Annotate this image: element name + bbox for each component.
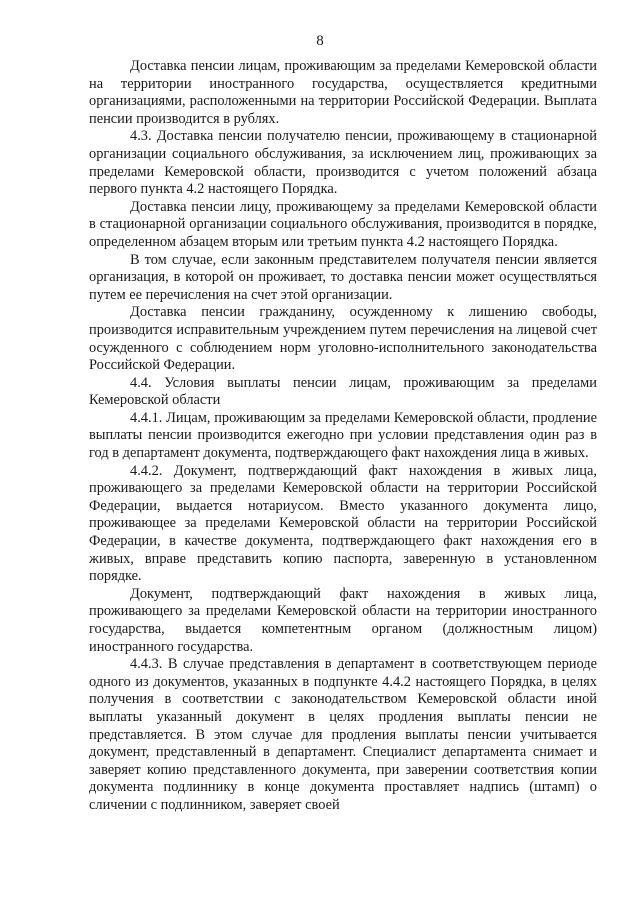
page-number: 8: [316, 33, 324, 49]
paragraph-4-4-2: 4.4.2. Документ, подтверждающий факт нахождения в живых лица, проживающего за пределами Кемеровской области на территории Российской Федерации, выдается нотариусом. Вместо указанного документа лицо, проживающее за пределами Кемеровской области на территории Российской Федерации, в качестве документа, подтверждающего факт нахождения его в живых, вправе представить копию паспорта, заверенную в установленном порядке.: [89, 462, 597, 585]
document-body: [89, 58, 597, 815]
paragraph-4-3: 4.3. Доставка пенсии получателю пенсии, проживающему в стационарной организации социального обслуживания, за исключением лиц, проживающих за пределами Кемеровской области, производится с учетом положений абзаца первого пункта 4.2 настоящего Порядка.: [89, 128, 597, 198]
paragraph-outside-region-delivery: Доставка пенсии лицу, проживающему за пределами Кемеровской области в стационарной организации социального обслуживания, производится в порядке, определенном абзацем вторым или третьим пункта 4.2 настоящего Порядка.: [89, 198, 597, 250]
paragraph-convict-delivery: Доставка пенсии гражданину, осужденному к лишению свободы, производится исправительным учреждением путем перечисления на лицевой счет осужденного с соблюдением норм уголовно-исполнительного законодательства Российской Федерации.: [89, 304, 597, 374]
paragraph-foreign-document: Документ, подтверждающий факт нахождения в живых лица, проживающего за пределами Кемеровской области на территории иностранного государства, выдается компетентным органом (должностным лицом) иностранного государства.: [89, 585, 597, 655]
paragraph-4-4-3: 4.4.3. В случае представления в департамент в соответствующем периоде одного из документов, указанных в подпункте 4.4.2 настоящего Порядка, в целях получения в соответствии с законодательством Кемеровской области иной выплаты указанный документ в целях продления выплаты пенсии не представляется. В этом случае для продления выплаты пенсии учитывается документ, представленный в департамент. Специалист департамента снимает и заверяет копию представленного документа, при заверении соответствия копии документа подлиннику в конце документа проставляет надпись (штамп) о сличении с подлинником, заверяет своей: [89, 656, 597, 813]
paragraph-foreign-delivery: Доставка пенсии лицам, проживающим за пределами Кемеровской области на территории иностранного государства, осуществляется кредитными организациями, расположенными на территории Российской Федерации. Выплата пенсии производится в рублях.: [89, 58, 597, 127]
paragraph-4-4-1: 4.4.1. Лицам, проживающим за пределами Кемеровской области, продление выплаты пенсии производится ежегодно при условии представления один раз в год в департамент документа, подтверждающего факт нахождения лица в живых.: [89, 409, 597, 462]
paragraph-4-4-heading: 4.4. Условия выплаты пенсии лицам, проживающим за пределами Кемеровской области: [89, 374, 597, 409]
paragraph-legal-representative: В том случае, если законным представителем получателя пенсии является организация, в которой он проживает, то доставка пенсии может осуществляться путем ее перечисления на счет этой организации.: [89, 251, 597, 303]
